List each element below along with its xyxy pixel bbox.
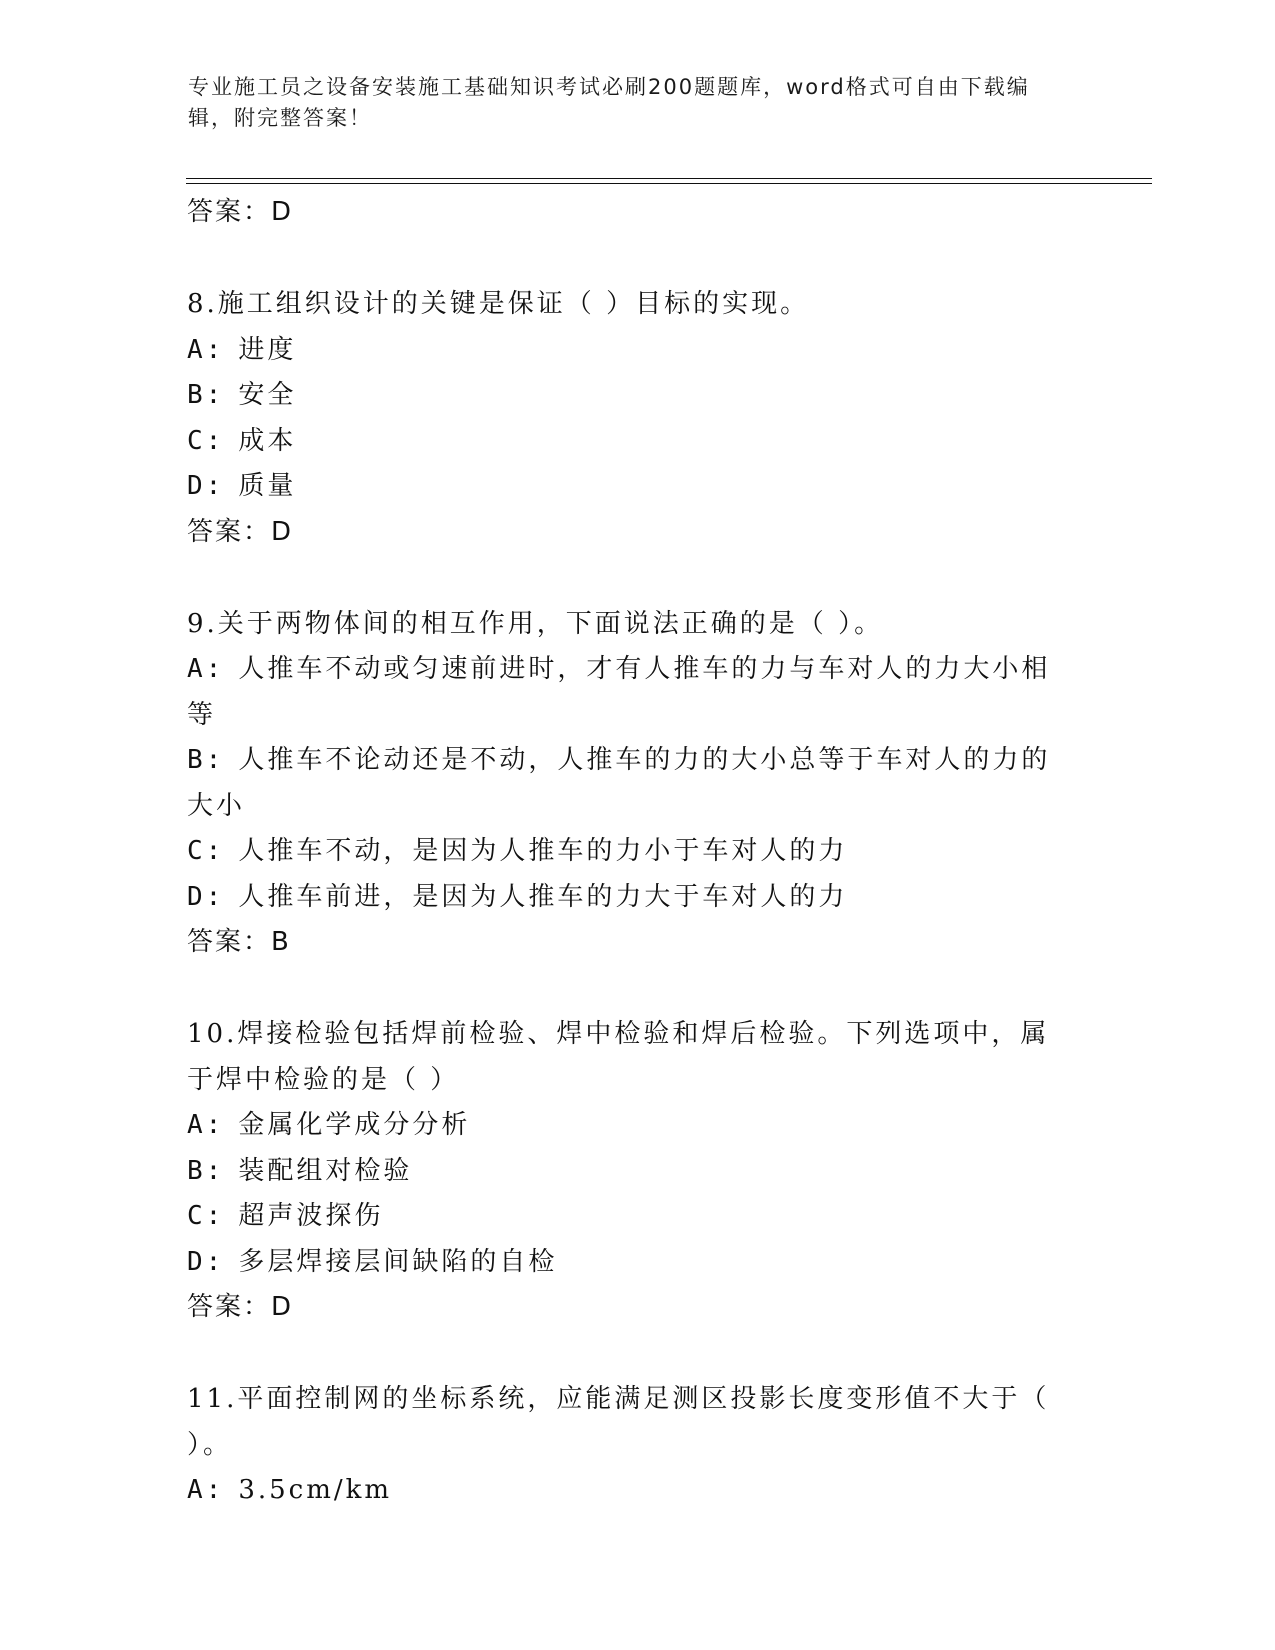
option-text: 人推车不论动还是不动，人推车的力的大小总等于车对人的力的大小: [187, 745, 1051, 821]
option-label: D:: [187, 471, 225, 501]
option-label: B:: [187, 1155, 225, 1186]
option-d: [187, 1240, 1067, 1286]
option-a: [187, 1103, 1067, 1149]
option-text: 进度: [238, 334, 297, 365]
option-label: A:: [187, 1475, 225, 1505]
header-divider-bottom: [186, 183, 1152, 184]
question-block: [187, 1377, 1067, 1514]
option-b: [187, 1149, 1067, 1195]
option-label: D:: [187, 1246, 225, 1277]
option-label: B:: [187, 745, 225, 775]
option-text: 人推车不动，是因为人推车的力小于车对人的力: [238, 836, 848, 866]
option-d: [187, 464, 1067, 510]
answer-line: 答案：D: [187, 516, 294, 547]
option-text: 成本: [238, 425, 297, 456]
option-text: 人推车前进，是因为人推车的力大于车对人的力: [238, 881, 848, 912]
header-divider-top: [186, 178, 1152, 179]
answer-line: 答案：B: [187, 927, 291, 957]
question-block: [187, 602, 1067, 965]
option-label: C:: [187, 1201, 225, 1231]
option-text: 安全: [238, 380, 297, 410]
option-text: 装配组对检验: [238, 1155, 413, 1186]
answer-line: 答案：D: [187, 1292, 294, 1322]
option-label: B:: [187, 380, 225, 410]
option-label: A:: [187, 334, 225, 365]
question-text: 8.施工组织设计的关键是保证（ ）目标的实现。: [187, 289, 810, 319]
option-label: A:: [187, 654, 225, 684]
question-list: [187, 190, 1067, 1514]
option-text: 人推车不动或匀速前进时，才有人推车的力与车对人的力大小相等: [187, 654, 1051, 730]
option-d: [187, 875, 1067, 921]
document-header: 专业施工员之设备安装施工基础知识考试必刷200题题库，word格式可自由下载编辑，附完整答案！: [188, 75, 1030, 130]
option-text: 质量: [238, 471, 297, 501]
option-b: [187, 373, 1067, 419]
option-c: [187, 829, 1067, 875]
option-label: A:: [187, 1110, 225, 1140]
option-text: 金属化学成分分析: [238, 1110, 471, 1140]
option-text: 3.5cm/km: [238, 1475, 393, 1505]
option-label: C:: [187, 425, 225, 456]
option-b: [187, 738, 1067, 829]
option-a: [187, 647, 1067, 738]
question-text: 9.关于两物体间的相互作用，下面说法正确的是（ ）。: [187, 608, 884, 639]
option-a: [187, 1468, 1067, 1514]
answer-line: 答案：D: [187, 197, 294, 227]
option-c: [187, 1194, 1067, 1240]
option-text: 超声波探伤: [238, 1201, 384, 1231]
option-a: [187, 328, 1067, 374]
option-c: [187, 419, 1067, 465]
option-label: C:: [187, 836, 225, 866]
option-text: 多层焊接层间缺陷的自检: [238, 1246, 558, 1277]
question-block: [187, 282, 1067, 554]
option-label: D:: [187, 881, 225, 912]
question-text: 11.平面控制网的坐标系统，应能满足测区投影长度变形值不大于（ ）。: [187, 1384, 1050, 1460]
question-block: [187, 1012, 1067, 1329]
question-text: 10.焊接检验包括焊前检验、焊中检验和焊后检验。下列选项中，属于焊中检验的是（ ）: [187, 1019, 1050, 1095]
